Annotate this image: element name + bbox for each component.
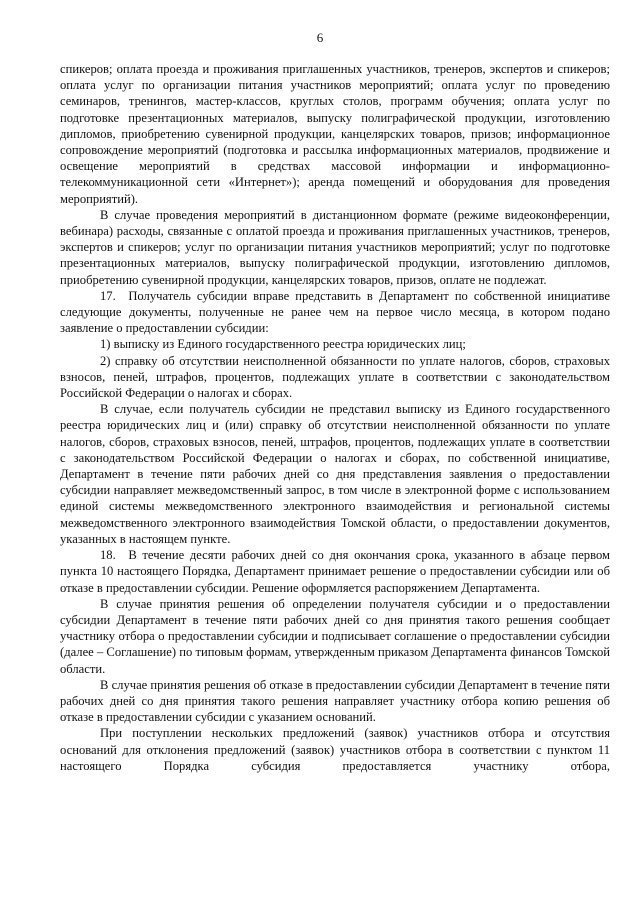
page-number: 6 <box>316 30 324 45</box>
list-item-2: 2) справку об отсутствии неисполненной обязанности по уплате налогов, сборов, страховых взносов, пеней, штрафов, процентов, подлежащих уплате в соответствии с законодательством Российской Федерации о налогах и сборах. <box>60 353 610 401</box>
paragraph-interagency-request: В случае, если получатель субсидии не представил выписку из Единого государственного реестра юридических лиц и (или) справку об отсутствии неисполненной обязанности по уплате налогов, сборов, страховых взносов, пеней, штрафов, процентов, подлежащих уплате в соответствии с законодательством Российской Федерации о налогах и сборах, по собственной инициативе, Департамент в течение пяти рабочих дней со дня представления заявления о предоставлении субсидии направляет межведомственный запрос, в том числе в электронной форме с использованием единой системы межведомственного электронного взаимодействия и региональной системы межведомственного электронного взаимодействия Томской области, о предоставлении документов, указанных в настоящем пункте. <box>60 402 610 546</box>
document-body <box>60 61 610 774</box>
paragraph-remote-format: В случае проведения мероприятий в дистанционном формате (режиме видеоконференции, вебинара) расходы, связанные с оплатой проезда и проживания приглашенных участников, тренеров, экспертов и спикеров; услуг по организации питания участников мероприятий; услуг по подготовке презентационных материалов, выпуску полиграфической продукции, изготовлению дипломов, приобретению сувенирной продукции, канцелярских товаров, призов, оплате не подлежат. <box>60 207 610 287</box>
paragraph-multiple-applications: При поступлении нескольких предложений (заявок) участников отбора и отсутствия оснований для отклонения предложений (заявок) участников отбора в соответствии с пунктом 11 настоящего Порядка субсидия предоставляется участнику отбора, <box>60 726 610 773</box>
paragraph-approval: В случае принятия решения об определении получателя субсидии и о предоставлении субсидии Департамент в течение пяти рабочих дней со дня принятия такого решения сообщает участнику отбора о предоставлении субсидии и подписывает соглашение о предоставлении субсидии (далее – Соглашение) по типовым формам, утвержденным приказом Департамента финансов Томской области. <box>60 596 610 676</box>
paragraph-item-18: 18. В течение десяти рабочих дней со дня окончания срока, указанного в абзаце первом пункта 10 настоящего Порядка, Департамент принимает решение о предоставлении субсидии или об отказе в предоставлении субсидии. Решение оформляется распоряжением Департамента. <box>60 548 610 595</box>
paragraph-continuation: спикеров; оплата проезда и проживания приглашенных участников, тренеров, экспертов и спикеров; оплата услуг по организации питания участников мероприятий; оплата услуг по проведению семинаров, тренингов, мастер-классов, круглых столов, программ обучения; оплата услуг по подготовке презентационных материалов, выпуску полиграфической продукции, изготовлению дипломов, приобретению сувенирной продукции, канцелярских товаров, призов; информационное сопровождение мероприятий (подготовка и рассылка информационных материалов, продвижение и освещение мероприятий в средствах массовой информации и информационно-телекоммуникационной сети «Интернет»); аренда помещений и оборудования для проведения мероприятий). <box>60 62 610 206</box>
list-item-1: 1) выписку из Единого государственного реестра юридических лиц; <box>100 337 466 352</box>
paragraph-refusal: В случае принятия решения об отказе в предоставлении субсидии Департамент в течение пяти рабочих дней со дня принятия такого решения направляет участнику отбора копию решения об отказе в предоставлении субсидии с указанием оснований. <box>60 677 610 725</box>
paragraph-item-17: 17. Получатель субсидии вправе представить в Департамент по собственной инициативе следующие документы, полученные не ранее чем на первое число месяца, в котором подано заявление о предоставлении субсидии: <box>60 288 610 336</box>
